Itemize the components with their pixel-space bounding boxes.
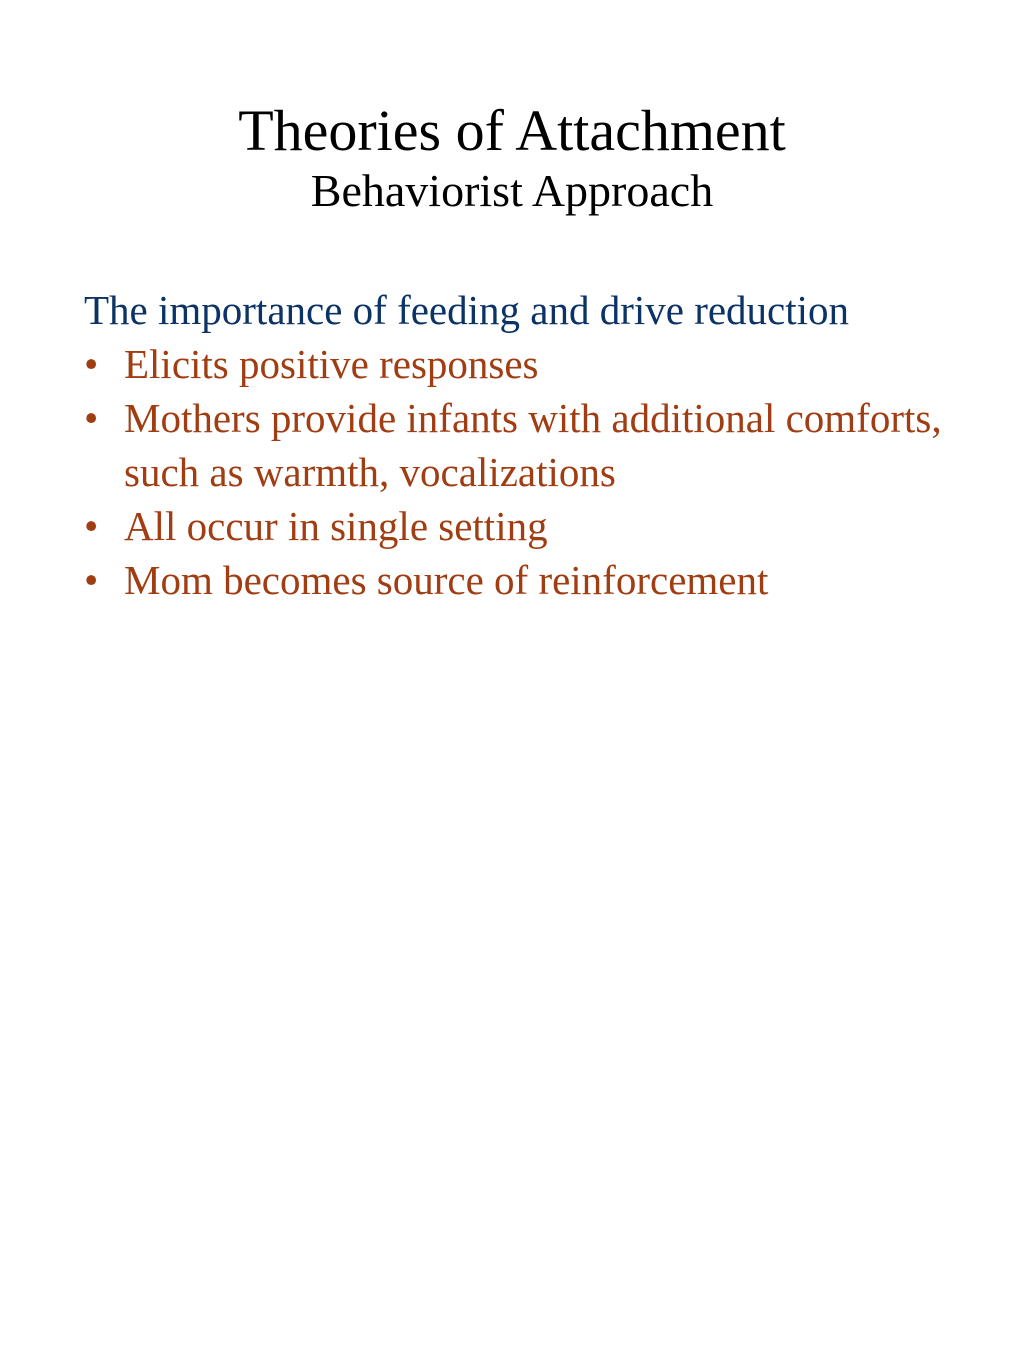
bullet-text: Elicits positive responses: [124, 341, 539, 387]
bullet-text: Mothers provide infants with additional comforts, such as warmth, vocalizations: [124, 395, 942, 495]
bullet-icon: •: [84, 341, 99, 387]
slide-title: Theories of Attachment: [238, 98, 786, 163]
bullet-text: Mom becomes source of reinforcement: [124, 557, 769, 603]
slide-subtitle: Behaviorist Approach: [310, 165, 714, 216]
title-block: [0, 98, 1024, 218]
bullet-item: [84, 499, 984, 553]
intro-text: The importance of feeding and drive reduction: [84, 287, 850, 333]
bullet-text: All occur in single setting: [124, 503, 548, 549]
bullet-item: [84, 337, 984, 391]
bullet-item: [84, 391, 984, 499]
slide-content: [84, 283, 984, 607]
bullet-list: [84, 337, 984, 607]
bullet-icon: •: [84, 503, 99, 549]
bullet-icon: •: [84, 557, 99, 603]
bullet-icon: •: [84, 395, 99, 441]
bullet-item: [84, 553, 984, 607]
